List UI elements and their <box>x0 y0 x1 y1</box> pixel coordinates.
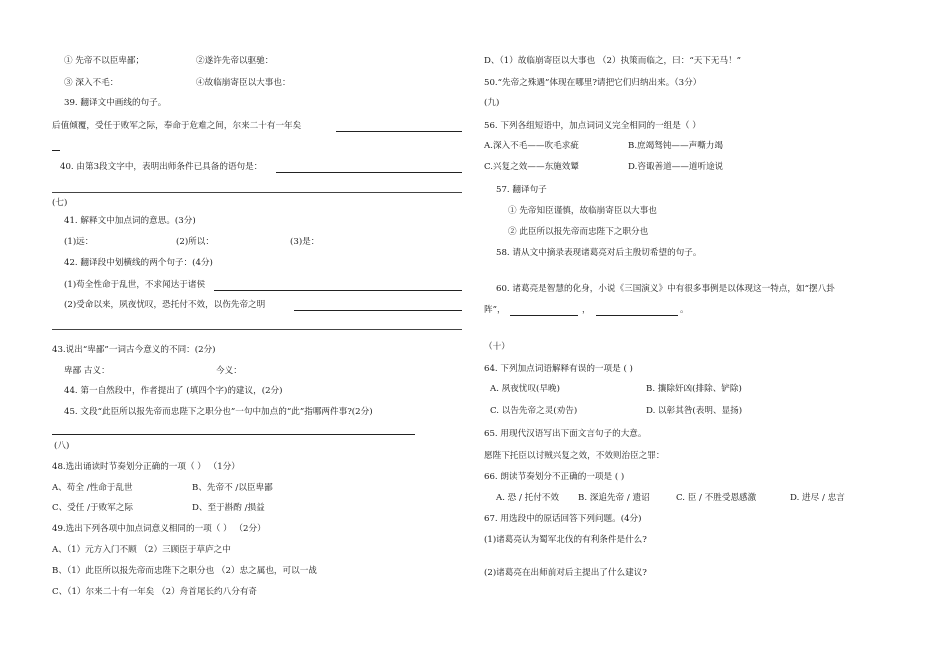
question-43-modern: 今义： <box>216 366 242 376</box>
section-8-heading: (八) <box>54 441 70 451</box>
question-49-option-b: B、（1）此臣所以报先帝而忠陛下之职分也 （2）忠之属也，可以一战 <box>52 566 317 576</box>
question-64-option-d: D. 以彰其咎(表明、显扬) <box>646 406 743 416</box>
question-56-option-a: A.深入不毛——吹毛求疵 <box>484 141 579 151</box>
question-60-blank-2: ， <box>582 305 591 315</box>
question-60-end: 。 <box>680 305 689 315</box>
question-64-option-b: B. 攘除奸凶(排除、铲除) <box>646 384 742 394</box>
question-41-item-3: (3)是： <box>290 237 320 247</box>
answer-line[interactable] <box>276 172 462 173</box>
question-56-option-b: B.庶竭驽钝——声嘶力竭 <box>628 141 723 151</box>
question-48-option-c: C、受任 /于败军之际 <box>52 503 133 513</box>
question-42-sentence-2: (2)受命以来，夙夜忧叹，恐托付不效，以伤先帝之明 <box>64 300 266 310</box>
question-57: 57. 翻译句子 <box>496 185 547 195</box>
question-45: 45. 文段“此臣所以报先帝而忠陛下之职分也”一句中加点的“此”指哪两件事?(2分) <box>64 407 373 417</box>
question-65-sentence: 愿陛下托臣以讨贼兴复之效，不效则治臣之罪： <box>484 451 665 461</box>
question-48-option-a: A、苟全 /性命于乱世 <box>52 483 133 493</box>
question-66-option-c: C. 臣 / 不胜受恩感激 <box>676 493 757 503</box>
question-56-option-d: D.咨诹善道——道听途说 <box>628 162 724 172</box>
question-44: 44. 第一自然段中，作者提出了 (填四个字)的建议，(2分) <box>64 386 283 396</box>
question-67-part-2: (2)诸葛亮在出师前对后主提出了什么建议? <box>484 568 647 578</box>
question-66-option-a: A. 恐 / 托付不效 <box>496 493 559 503</box>
question-48: 48.选出诵读时节奏划分正确的一项（ ） （1分） <box>52 462 240 472</box>
question-57-sentence-2: ② 此臣所以报先帝而忠陛下之职分也 <box>508 227 649 237</box>
question-41: 41. 解释文中加点词的意思。(3分) <box>64 216 196 226</box>
question-41-item-2: (2)所以： <box>176 237 214 247</box>
question-58: 58. 请从文中摘录表现诸葛亮对后主殷切希望的句子。 <box>496 248 702 258</box>
question-50: 50.“先帝之殊遇”体现在哪里?请把它们归纳出来。（3分） <box>484 78 702 88</box>
question-43-ancient: 卑鄙 古义： <box>64 366 110 376</box>
question-48-option-b: B、先帝不 /以臣卑鄙 <box>192 483 273 493</box>
question-67-part-1: (1)诸葛亮认为蜀军北伐的有利条件是什么? <box>484 535 647 545</box>
question-39-sentence: 后值倾覆，受任于败军之际，奉命于危难之间，尔来二十有一年矣 <box>52 121 302 131</box>
question-65: 65. 用现代汉语写出下面文言句子的大意。 <box>484 429 647 439</box>
question-49-option-c: C、（1）尔来二十有一年矣 （2）舟首尾长约八分有奇 <box>52 587 258 597</box>
answer-line[interactable] <box>596 315 678 316</box>
question-41-item-1: (1)远： <box>64 237 94 247</box>
question-60-blank-1: 阵”， <box>484 305 506 315</box>
question-66: 66. 朗读节奏划分不正确的一项是 ( ) <box>484 472 625 482</box>
question-42: 42. 翻译段中划横线的两个句子：(4分) <box>64 258 213 268</box>
question-49: 49.选出下列各项中加点词意义相同的一项（ ） （2分） <box>52 524 266 534</box>
answer-line[interactable] <box>294 310 462 311</box>
answer-item-2: ②遂许先帝以驱驰： <box>196 56 274 66</box>
answer-line[interactable] <box>52 150 60 151</box>
answer-item-1: ① 先帝不以臣卑鄙； <box>64 56 145 66</box>
question-48-option-d: D、至于斟酌 /损益 <box>192 503 265 513</box>
question-39: 39. 翻译文中画线的句子。 <box>64 98 167 108</box>
question-40: 40. 由第3段文字中，表明出师条件已具备的语句是： <box>60 162 263 172</box>
question-64: 64. 下列加点词语解释有误的一项是 ( ) <box>484 364 633 374</box>
section-7-heading: (七) <box>52 198 68 208</box>
question-43: 43.说出“卑鄙”一词古今意义的不同：(2分) <box>52 345 216 355</box>
question-66-option-b: B. 深追先帝 / 遗诏 <box>578 493 650 503</box>
answer-line[interactable] <box>52 329 462 330</box>
question-56: 56. 下列各组短语中，加点词词义完全相同的一组是（ ） <box>484 121 701 131</box>
section-9-heading: (九) <box>484 98 500 108</box>
question-56-option-c: C.兴复之效——东施效颦 <box>484 162 579 172</box>
question-67: 67. 用选段中的原话回答下列问题。(4分) <box>484 514 642 524</box>
question-66-option-d: D. 进尽 / 忠言 <box>790 493 845 503</box>
answer-line[interactable] <box>214 290 462 291</box>
answer-line[interactable] <box>52 434 415 435</box>
answer-line[interactable] <box>336 131 462 132</box>
divider <box>52 192 462 193</box>
section-10-heading: （十） <box>484 342 510 352</box>
answer-item-3: ③ 深入不毛： <box>64 78 119 88</box>
question-49-option-a: A、（1）元方入门不顾 （2）三顾臣于草庐之中 <box>52 545 231 555</box>
question-64-option-a: A. 夙夜忧叹(早晚) <box>490 384 560 394</box>
question-49-option-d: D、（1）故临崩寄臣以大事也 （2）执策而临之，曰：“天下无马！” <box>484 56 742 66</box>
answer-item-4: ④故临崩寄臣以大事也： <box>196 78 291 88</box>
question-60: 60. 诸葛亮是智慧的化身，小说《三国演义》中有很多事例是以体现这一特点，如“摆八卦 <box>496 284 835 294</box>
question-42-sentence-1: (1)苟全性命于乱世，不求闻达于诸侯 <box>64 280 206 290</box>
answer-line[interactable] <box>510 315 578 316</box>
question-57-sentence-1: ① 先帝知臣谨慎，故临崩寄臣以大事也 <box>508 206 657 216</box>
question-64-option-c: C. 以告先帝之灵(劝告) <box>490 406 578 416</box>
